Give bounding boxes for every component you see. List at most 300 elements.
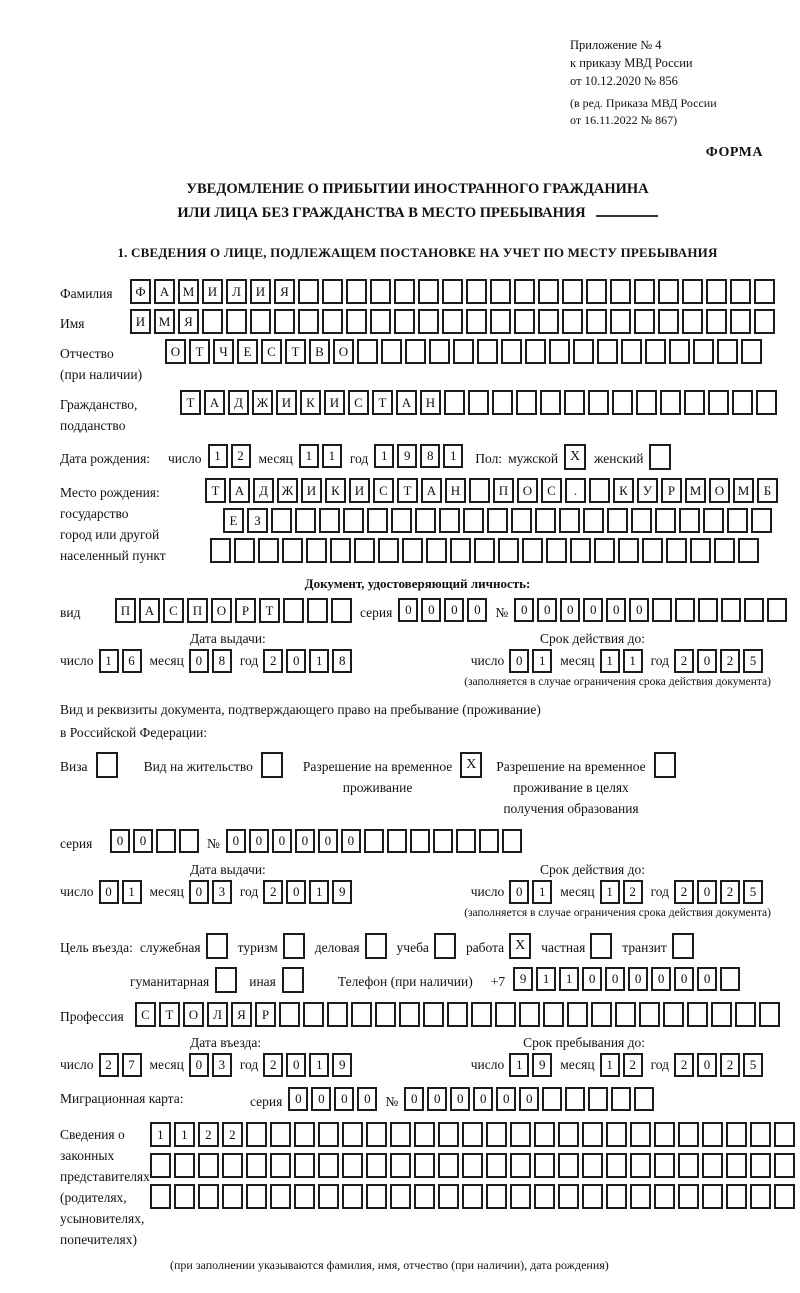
char-cell[interactable] [558, 1184, 579, 1209]
char-cell[interactable] [298, 279, 319, 304]
char-cell[interactable] [621, 339, 642, 364]
char-cell[interactable]: И [250, 279, 271, 304]
char-cell[interactable] [514, 309, 535, 334]
char-cell[interactable] [698, 598, 718, 622]
char-cell[interactable] [306, 538, 327, 563]
char-cell[interactable] [202, 309, 223, 334]
char-cell[interactable] [490, 279, 511, 304]
char-cell[interactable] [399, 1002, 420, 1027]
char-cell[interactable]: М [685, 478, 706, 503]
char-cell[interactable]: З [247, 508, 268, 533]
char-cell[interactable]: 1 [536, 967, 556, 991]
char-cell[interactable] [318, 1153, 339, 1178]
char-cell[interactable] [606, 1153, 627, 1178]
char-cell[interactable] [652, 598, 672, 622]
char-cell[interactable] [519, 1002, 540, 1027]
char-cell[interactable] [730, 279, 751, 304]
char-cell[interactable]: 0 [473, 1087, 493, 1111]
char-cell[interactable] [726, 1153, 747, 1178]
char-cell[interactable] [645, 339, 666, 364]
char-cell[interactable]: Т [372, 390, 393, 415]
char-cell[interactable] [354, 538, 375, 563]
char-cell[interactable]: 0 [295, 829, 315, 853]
char-cell[interactable]: Т [159, 1002, 180, 1027]
char-cell[interactable]: 0 [286, 1053, 306, 1077]
char-cell[interactable]: А [204, 390, 225, 415]
char-cell[interactable] [542, 1087, 562, 1111]
char-cell[interactable] [174, 1153, 195, 1178]
char-cell[interactable] [759, 1002, 780, 1027]
char-cell[interactable] [206, 933, 228, 959]
char-cell[interactable] [174, 1184, 195, 1209]
char-cell[interactable]: 2 [674, 649, 694, 673]
char-cell[interactable]: П [187, 598, 208, 623]
char-cell[interactable]: 0 [467, 598, 487, 622]
char-cell[interactable] [270, 1184, 291, 1209]
char-cell[interactable]: Н [445, 478, 466, 503]
char-cell[interactable] [486, 1153, 507, 1178]
char-cell[interactable]: 1 [532, 649, 552, 673]
char-cell[interactable] [586, 279, 607, 304]
char-cell[interactable] [730, 309, 751, 334]
char-cell[interactable] [510, 1153, 531, 1178]
char-cell[interactable] [649, 444, 671, 470]
char-cell[interactable]: П [493, 478, 514, 503]
char-cell[interactable] [589, 478, 610, 503]
char-cell[interactable] [375, 1002, 396, 1027]
char-cell[interactable]: 5 [743, 1053, 763, 1077]
char-cell[interactable]: О [333, 339, 354, 364]
char-cell[interactable] [658, 309, 679, 334]
char-cell[interactable]: 2 [222, 1122, 243, 1147]
char-cell[interactable] [351, 1002, 372, 1027]
char-cell[interactable]: О [183, 1002, 204, 1027]
char-cell[interactable]: 2 [99, 1053, 119, 1077]
char-cell[interactable] [366, 1153, 387, 1178]
char-cell[interactable] [562, 309, 583, 334]
char-cell[interactable]: 0 [421, 598, 441, 622]
char-cell[interactable]: 0 [450, 1087, 470, 1111]
char-cell[interactable] [562, 279, 583, 304]
char-cell[interactable]: 9 [332, 1053, 352, 1077]
char-cell[interactable]: Ч [213, 339, 234, 364]
char-cell[interactable]: 0 [398, 598, 418, 622]
char-cell[interactable] [607, 508, 628, 533]
char-cell[interactable] [474, 538, 495, 563]
char-cell[interactable] [331, 598, 352, 623]
char-cell[interactable]: 0 [537, 598, 557, 622]
char-cell[interactable]: X [564, 444, 586, 470]
char-cell[interactable]: Ж [277, 478, 298, 503]
char-cell[interactable]: С [541, 478, 562, 503]
char-cell[interactable] [322, 309, 343, 334]
char-cell[interactable]: X [460, 752, 482, 778]
char-cell[interactable] [282, 538, 303, 563]
char-cell[interactable]: 1 [509, 1053, 529, 1077]
char-cell[interactable] [588, 1087, 608, 1111]
char-cell[interactable] [466, 309, 487, 334]
char-cell[interactable]: 0 [628, 967, 648, 991]
char-cell[interactable] [469, 478, 490, 503]
char-cell[interactable] [618, 538, 639, 563]
char-cell[interactable] [741, 339, 762, 364]
char-cell[interactable] [570, 538, 591, 563]
char-cell[interactable]: 0 [334, 1087, 354, 1111]
char-cell[interactable] [486, 1184, 507, 1209]
char-cell[interactable]: Л [207, 1002, 228, 1027]
char-cell[interactable] [702, 1122, 723, 1147]
char-cell[interactable]: 0 [288, 1087, 308, 1111]
char-cell[interactable] [246, 1153, 267, 1178]
char-cell[interactable]: А [229, 478, 250, 503]
char-cell[interactable] [702, 1153, 723, 1178]
char-cell[interactable]: М [733, 478, 754, 503]
char-cell[interactable] [744, 598, 764, 622]
char-cell[interactable]: 1 [299, 444, 319, 468]
char-cell[interactable] [672, 933, 694, 959]
char-cell[interactable] [222, 1184, 243, 1209]
char-cell[interactable] [414, 1122, 435, 1147]
char-cell[interactable] [346, 279, 367, 304]
char-cell[interactable]: 1 [208, 444, 228, 468]
char-cell[interactable] [390, 1153, 411, 1178]
char-cell[interactable] [387, 829, 407, 853]
char-cell[interactable] [510, 1122, 531, 1147]
char-cell[interactable] [721, 598, 741, 622]
char-cell[interactable] [669, 339, 690, 364]
char-cell[interactable]: Ф [130, 279, 151, 304]
char-cell[interactable] [438, 1153, 459, 1178]
char-cell[interactable] [534, 1153, 555, 1178]
char-cell[interactable] [343, 508, 364, 533]
char-cell[interactable]: 0 [404, 1087, 424, 1111]
char-cell[interactable] [534, 1184, 555, 1209]
char-cell[interactable] [234, 538, 255, 563]
char-cell[interactable] [684, 390, 705, 415]
char-cell[interactable]: 0 [286, 649, 306, 673]
char-cell[interactable] [150, 1153, 171, 1178]
char-cell[interactable] [246, 1122, 267, 1147]
char-cell[interactable] [346, 309, 367, 334]
char-cell[interactable]: А [396, 390, 417, 415]
char-cell[interactable] [418, 279, 439, 304]
char-cell[interactable] [415, 508, 436, 533]
char-cell[interactable] [630, 1184, 651, 1209]
char-cell[interactable] [658, 279, 679, 304]
char-cell[interactable] [767, 598, 787, 622]
char-cell[interactable] [754, 309, 775, 334]
char-cell[interactable]: 1 [374, 444, 394, 468]
char-cell[interactable]: 9 [332, 880, 352, 904]
char-cell[interactable] [274, 309, 295, 334]
char-cell[interactable] [447, 1002, 468, 1027]
char-cell[interactable]: 8 [212, 649, 232, 673]
char-cell[interactable]: Ж [252, 390, 273, 415]
char-cell[interactable]: О [709, 478, 730, 503]
char-cell[interactable]: Р [255, 1002, 276, 1027]
char-cell[interactable] [405, 339, 426, 364]
char-cell[interactable]: Т [180, 390, 201, 415]
char-cell[interactable] [610, 279, 631, 304]
char-cell[interactable] [318, 1184, 339, 1209]
char-cell[interactable] [615, 1002, 636, 1027]
char-cell[interactable] [502, 829, 522, 853]
char-cell[interactable] [246, 1184, 267, 1209]
char-cell[interactable]: 1 [600, 649, 620, 673]
char-cell[interactable] [298, 309, 319, 334]
char-cell[interactable] [634, 1087, 654, 1111]
char-cell[interactable]: Я [274, 279, 295, 304]
char-cell[interactable]: Е [223, 508, 244, 533]
char-cell[interactable] [357, 339, 378, 364]
char-cell[interactable]: О [517, 478, 538, 503]
char-cell[interactable] [391, 508, 412, 533]
char-cell[interactable] [453, 339, 474, 364]
char-cell[interactable] [636, 390, 657, 415]
char-cell[interactable] [198, 1153, 219, 1178]
char-cell[interactable] [486, 1122, 507, 1147]
char-cell[interactable]: И [130, 309, 151, 334]
char-cell[interactable]: 1 [322, 444, 342, 468]
char-cell[interactable] [456, 829, 476, 853]
char-cell[interactable]: Д [253, 478, 274, 503]
char-cell[interactable] [479, 829, 499, 853]
char-cell[interactable]: 0 [427, 1087, 447, 1111]
char-cell[interactable]: Т [205, 478, 226, 503]
char-cell[interactable] [720, 967, 740, 991]
char-cell[interactable] [450, 538, 471, 563]
char-cell[interactable] [426, 538, 447, 563]
char-cell[interactable]: Р [661, 478, 682, 503]
char-cell[interactable] [198, 1184, 219, 1209]
char-cell[interactable] [590, 933, 612, 959]
char-cell[interactable]: 0 [583, 598, 603, 622]
char-cell[interactable] [439, 508, 460, 533]
char-cell[interactable] [365, 933, 387, 959]
char-cell[interactable]: 2 [198, 1122, 219, 1147]
char-cell[interactable] [498, 538, 519, 563]
char-cell[interactable]: X [509, 933, 531, 959]
char-cell[interactable]: 1 [559, 967, 579, 991]
char-cell[interactable] [390, 1184, 411, 1209]
char-cell[interactable] [342, 1122, 363, 1147]
char-cell[interactable]: 0 [189, 649, 209, 673]
char-cell[interactable]: 0 [697, 1053, 717, 1077]
char-cell[interactable] [510, 1184, 531, 1209]
char-cell[interactable]: 1 [150, 1122, 171, 1147]
char-cell[interactable] [258, 538, 279, 563]
char-cell[interactable] [703, 508, 724, 533]
char-cell[interactable] [751, 508, 772, 533]
char-cell[interactable]: С [163, 598, 184, 623]
char-cell[interactable]: А [154, 279, 175, 304]
char-cell[interactable] [750, 1153, 771, 1178]
char-cell[interactable] [666, 538, 687, 563]
char-cell[interactable] [774, 1153, 795, 1178]
char-cell[interactable]: М [178, 279, 199, 304]
char-cell[interactable]: 0 [249, 829, 269, 853]
char-cell[interactable] [654, 1184, 675, 1209]
char-cell[interactable]: Б [757, 478, 778, 503]
char-cell[interactable] [364, 829, 384, 853]
char-cell[interactable] [462, 1153, 483, 1178]
char-cell[interactable] [367, 508, 388, 533]
char-cell[interactable] [303, 1002, 324, 1027]
char-cell[interactable]: Т [397, 478, 418, 503]
char-cell[interactable] [215, 967, 237, 993]
char-cell[interactable] [711, 1002, 732, 1027]
char-cell[interactable] [414, 1184, 435, 1209]
char-cell[interactable]: 3 [212, 880, 232, 904]
char-cell[interactable]: 0 [697, 649, 717, 673]
char-cell[interactable]: 1 [600, 880, 620, 904]
char-cell[interactable] [606, 1122, 627, 1147]
char-cell[interactable]: 0 [496, 1087, 516, 1111]
char-cell[interactable]: 0 [318, 829, 338, 853]
char-cell[interactable] [468, 390, 489, 415]
char-cell[interactable] [322, 279, 343, 304]
char-cell[interactable] [283, 933, 305, 959]
char-cell[interactable]: 6 [122, 649, 142, 673]
char-cell[interactable] [381, 339, 402, 364]
char-cell[interactable]: 0 [189, 880, 209, 904]
char-cell[interactable]: 1 [600, 1053, 620, 1077]
char-cell[interactable]: 5 [743, 880, 763, 904]
char-cell[interactable] [270, 1153, 291, 1178]
char-cell[interactable]: 0 [606, 598, 626, 622]
char-cell[interactable]: 3 [212, 1053, 232, 1077]
char-cell[interactable] [516, 390, 537, 415]
char-cell[interactable]: 9 [397, 444, 417, 468]
char-cell[interactable] [433, 829, 453, 853]
char-cell[interactable] [564, 390, 585, 415]
char-cell[interactable] [543, 1002, 564, 1027]
char-cell[interactable]: И [202, 279, 223, 304]
char-cell[interactable]: 1 [623, 649, 643, 673]
char-cell[interactable] [327, 1002, 348, 1027]
char-cell[interactable] [487, 508, 508, 533]
char-cell[interactable] [756, 390, 777, 415]
char-cell[interactable]: 1 [122, 880, 142, 904]
char-cell[interactable]: 0 [582, 967, 602, 991]
char-cell[interactable] [774, 1184, 795, 1209]
char-cell[interactable] [438, 1122, 459, 1147]
char-cell[interactable]: 2 [720, 880, 740, 904]
char-cell[interactable] [463, 508, 484, 533]
char-cell[interactable] [682, 309, 703, 334]
char-cell[interactable] [442, 309, 463, 334]
char-cell[interactable]: 1 [99, 649, 119, 673]
char-cell[interactable] [693, 339, 714, 364]
char-cell[interactable]: К [325, 478, 346, 503]
char-cell[interactable] [434, 933, 456, 959]
char-cell[interactable] [630, 1122, 651, 1147]
char-cell[interactable] [732, 390, 753, 415]
char-cell[interactable]: Е [237, 339, 258, 364]
char-cell[interactable] [261, 752, 283, 778]
char-cell[interactable] [634, 279, 655, 304]
char-cell[interactable] [573, 339, 594, 364]
char-cell[interactable]: 0 [286, 880, 306, 904]
char-cell[interactable]: 0 [514, 598, 534, 622]
char-cell[interactable] [726, 1184, 747, 1209]
char-cell[interactable] [567, 1002, 588, 1027]
char-cell[interactable]: 2 [263, 649, 283, 673]
char-cell[interactable] [582, 1184, 603, 1209]
char-cell[interactable] [738, 538, 759, 563]
char-cell[interactable]: 0 [133, 829, 153, 853]
char-cell[interactable] [283, 598, 304, 623]
char-cell[interactable] [418, 309, 439, 334]
char-cell[interactable]: 0 [629, 598, 649, 622]
char-cell[interactable] [150, 1184, 171, 1209]
char-cell[interactable]: У [637, 478, 658, 503]
char-cell[interactable] [462, 1122, 483, 1147]
char-cell[interactable]: С [348, 390, 369, 415]
char-cell[interactable] [588, 390, 609, 415]
char-cell[interactable]: 9 [513, 967, 533, 991]
char-cell[interactable] [630, 1153, 651, 1178]
char-cell[interactable] [370, 309, 391, 334]
char-cell[interactable] [318, 1122, 339, 1147]
char-cell[interactable]: 1 [309, 649, 329, 673]
char-cell[interactable]: 2 [231, 444, 251, 468]
char-cell[interactable]: С [261, 339, 282, 364]
char-cell[interactable] [522, 538, 543, 563]
char-cell[interactable]: 0 [509, 880, 529, 904]
char-cell[interactable] [559, 508, 580, 533]
char-cell[interactable] [490, 309, 511, 334]
char-cell[interactable]: 0 [509, 649, 529, 673]
char-cell[interactable] [678, 1122, 699, 1147]
char-cell[interactable] [429, 339, 450, 364]
char-cell[interactable]: 0 [697, 880, 717, 904]
char-cell[interactable]: 7 [122, 1053, 142, 1077]
char-cell[interactable]: 8 [420, 444, 440, 468]
char-cell[interactable] [438, 1184, 459, 1209]
char-cell[interactable] [682, 279, 703, 304]
char-cell[interactable] [754, 279, 775, 304]
char-cell[interactable] [606, 1184, 627, 1209]
char-cell[interactable]: 2 [720, 649, 740, 673]
char-cell[interactable]: С [373, 478, 394, 503]
char-cell[interactable] [394, 309, 415, 334]
char-cell[interactable] [410, 829, 430, 853]
char-cell[interactable] [534, 1122, 555, 1147]
char-cell[interactable] [675, 598, 695, 622]
char-cell[interactable]: 2 [263, 880, 283, 904]
char-cell[interactable] [706, 309, 727, 334]
char-cell[interactable]: В [309, 339, 330, 364]
char-cell[interactable]: 0 [110, 829, 130, 853]
char-cell[interactable]: 0 [697, 967, 717, 991]
char-cell[interactable]: С [135, 1002, 156, 1027]
char-cell[interactable]: 0 [605, 967, 625, 991]
char-cell[interactable] [179, 829, 199, 853]
char-cell[interactable]: 8 [332, 649, 352, 673]
char-cell[interactable]: Д [228, 390, 249, 415]
char-cell[interactable]: Я [178, 309, 199, 334]
char-cell[interactable]: И [301, 478, 322, 503]
char-cell[interactable] [586, 309, 607, 334]
char-cell[interactable]: А [139, 598, 160, 623]
char-cell[interactable] [750, 1184, 771, 1209]
char-cell[interactable] [655, 508, 676, 533]
char-cell[interactable] [226, 309, 247, 334]
char-cell[interactable] [735, 1002, 756, 1027]
char-cell[interactable] [610, 309, 631, 334]
char-cell[interactable] [342, 1184, 363, 1209]
